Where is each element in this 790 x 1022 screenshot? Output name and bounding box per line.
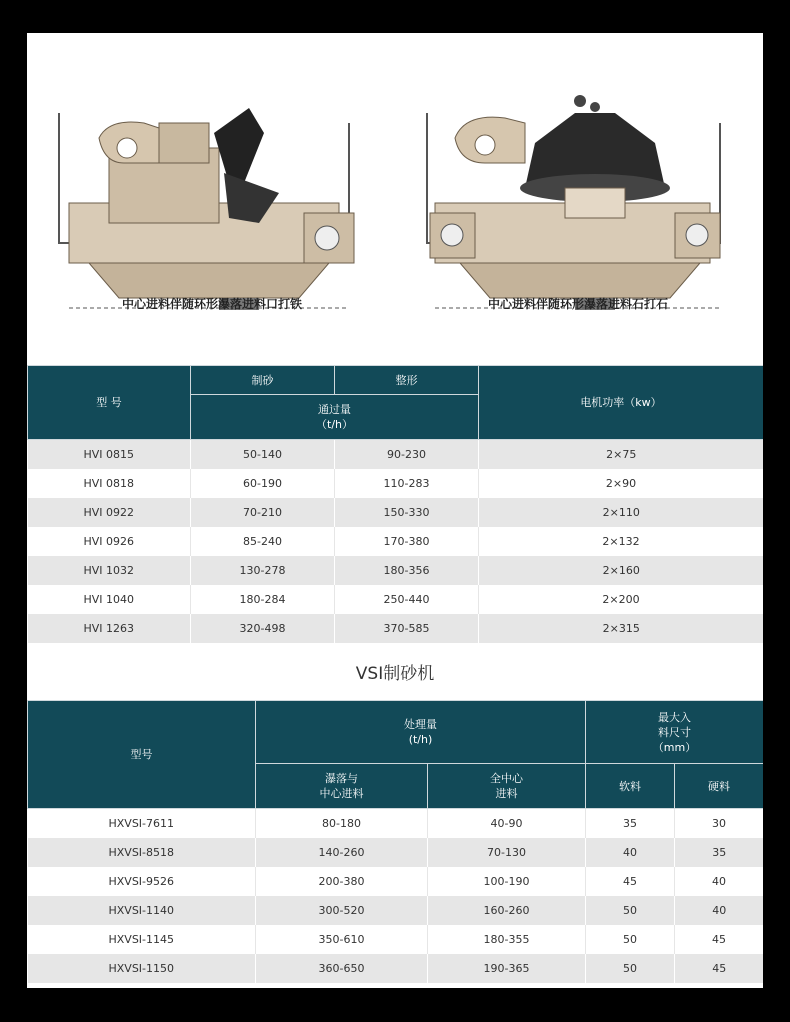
- caption-left: 中心进料伴随环形瀑落进料口打铁: [121, 297, 302, 311]
- crusher-diagram-right: [415, 93, 735, 318]
- center-line2: 进料: [495, 787, 518, 800]
- cell-power: 2×160: [479, 556, 764, 585]
- cell-model: HVI 1263: [28, 614, 191, 643]
- cell-center: 190-365: [428, 954, 586, 983]
- cell-soft: 50: [586, 896, 675, 925]
- cell-model: HXVSI-1150: [28, 954, 256, 983]
- header-model: 型号: [28, 701, 256, 809]
- crusher-diagram-left: [49, 93, 369, 318]
- cell-sand: 50-140: [191, 440, 335, 470]
- table-row: [28, 867, 764, 896]
- table-row: [28, 614, 764, 643]
- cascade-line2: 中心进料: [319, 787, 364, 800]
- max-size-line1: 最大入: [658, 710, 691, 724]
- product-page: [27, 33, 763, 988]
- capacity-unit: (t/h): [408, 733, 433, 746]
- cell-power: 2×75: [479, 440, 764, 470]
- cell-cascade: 350-610: [256, 925, 428, 954]
- table-row: [28, 925, 764, 954]
- header-soft: 软料: [586, 764, 675, 809]
- cell-cascade: 80-180: [256, 809, 428, 839]
- cell-model: HXVSI-1145: [28, 925, 256, 954]
- table-row: [28, 527, 764, 556]
- header-shaping: 整形: [335, 366, 479, 395]
- cell-model: HVI 0922: [28, 498, 191, 527]
- cell-center: 180-355: [428, 925, 586, 954]
- cell-sand: 70-210: [191, 498, 335, 527]
- cell-model: HVI 0815: [28, 440, 191, 470]
- table-row: [28, 585, 764, 614]
- header-throughput: [191, 395, 479, 440]
- table-row: [28, 838, 764, 867]
- cell-hard: 45: [675, 954, 764, 983]
- table-row: [28, 498, 764, 527]
- cell-sand: 180-284: [191, 585, 335, 614]
- cell-shaping: 150-330: [335, 498, 479, 527]
- cell-sand: 60-190: [191, 469, 335, 498]
- header-center-feed: [428, 764, 586, 809]
- cell-cascade: 140-260: [256, 838, 428, 867]
- cell-model: HXVSI-7611: [28, 809, 256, 839]
- cell-hard: 30: [675, 809, 764, 839]
- header-cascade-feed: [256, 764, 428, 809]
- cell-model: HVI 0926: [28, 527, 191, 556]
- cell-shaping: 250-440: [335, 585, 479, 614]
- header-hard: 硬料: [675, 764, 764, 809]
- cell-soft: 40: [586, 838, 675, 867]
- throughput-label: 通过量: [318, 403, 351, 416]
- cell-center: 70-130: [428, 838, 586, 867]
- cascade-line1: 瀑落与: [325, 772, 358, 785]
- cell-model: HVI 1040: [28, 585, 191, 614]
- cell-power: 2×90: [479, 469, 764, 498]
- cell-power: 2×315: [479, 614, 764, 643]
- table-row: [28, 440, 764, 470]
- cell-model: HXVSI-8518: [28, 838, 256, 867]
- cell-sand: 85-240: [191, 527, 335, 556]
- cell-shaping: 370-585: [335, 614, 479, 643]
- cell-hard: 45: [675, 925, 764, 954]
- header-model: 型 号: [28, 366, 191, 440]
- table-row: [28, 469, 764, 498]
- table-row: [28, 556, 764, 585]
- cell-model: HXVSI-9526: [28, 867, 256, 896]
- throughput-unit: （t/h）: [316, 418, 353, 431]
- cell-power: 2×200: [479, 585, 764, 614]
- cell-sand: 130-278: [191, 556, 335, 585]
- cell-power: 2×110: [479, 498, 764, 527]
- header-sand: 制砂: [191, 366, 335, 395]
- table-row: [28, 896, 764, 925]
- center-line1: 全中心: [490, 772, 523, 785]
- cell-shaping: 180-356: [335, 556, 479, 585]
- cell-center: 100-190: [428, 867, 586, 896]
- capacity-label: 处理量: [404, 718, 437, 731]
- cell-soft: 45: [586, 867, 675, 896]
- table-row: [28, 954, 764, 983]
- cell-cascade: 300-520: [256, 896, 428, 925]
- cell-sand: 320-498: [191, 614, 335, 643]
- vsi-spec-table: [27, 700, 763, 983]
- table-row: [28, 809, 764, 839]
- cell-power: 2×132: [479, 527, 764, 556]
- cell-center: 40-90: [428, 809, 586, 839]
- cell-shaping: 170-380: [335, 527, 479, 556]
- vsi-section-title: VSI制砂机: [355, 664, 435, 684]
- cell-model: HXVSI-1140: [28, 896, 256, 925]
- header-capacity: [256, 701, 586, 764]
- header-power: 电机功率（kw）: [479, 366, 764, 440]
- cell-hard: 40: [675, 896, 764, 925]
- cell-hard: 40: [675, 867, 764, 896]
- cell-model: HVI 1032: [28, 556, 191, 585]
- hvi-spec-table: [27, 365, 763, 643]
- cell-shaping: 90-230: [335, 440, 479, 470]
- cell-cascade: 200-380: [256, 867, 428, 896]
- max-size-line2: 料尺寸: [658, 725, 691, 739]
- cell-soft: 50: [586, 925, 675, 954]
- cell-cascade: 360-650: [256, 954, 428, 983]
- caption-right: 中心进料伴随环形瀑落进料石打石: [487, 297, 668, 311]
- crusher-cross-section-icon: [49, 93, 369, 318]
- header-max-feed-size: [586, 701, 764, 764]
- cell-soft: 50: [586, 954, 675, 983]
- max-size-line3: （mm）: [652, 740, 697, 754]
- cell-center: 160-260: [428, 896, 586, 925]
- crusher-cross-section-icon: [415, 93, 735, 318]
- cell-shaping: 110-283: [335, 469, 479, 498]
- cell-model: HVI 0818: [28, 469, 191, 498]
- cell-soft: 35: [586, 809, 675, 839]
- cell-hard: 35: [675, 838, 764, 867]
